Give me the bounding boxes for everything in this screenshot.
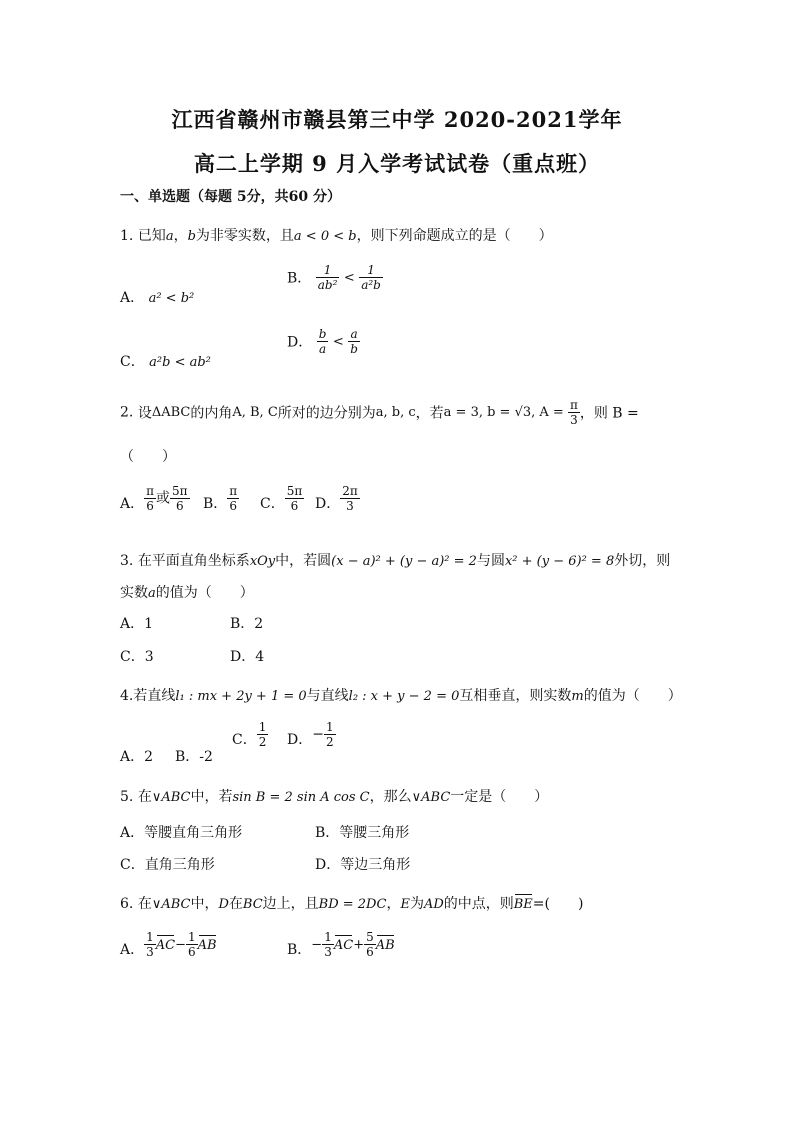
question-2-option-c: C． $\frac{5\pi}{6}$ — [260, 484, 303, 513]
question-4-option-d: D．− $\frac{1}{2}$ — [287, 720, 334, 749]
section-heading: 一、单选题（每题 5分，共60 分） — [120, 189, 341, 205]
question-6-option-b: B．− $\frac{1}{3}$ AC+ $\frac{5}{6}$ AB — [287, 930, 395, 959]
question-3-stem-cont: 实数a的值为（ ） — [120, 585, 254, 601]
exam-title-line1: 江西省赣州市赣县第三中学 2020-2021学年 — [171, 107, 623, 132]
question-1-option-a: A． a² < b² — [120, 290, 195, 306]
question-5-option-d: D．等边三角形 — [315, 857, 411, 873]
question-2-option-a: A． $\frac{\pi}{6}$ 或 $\frac{5\pi}{6}$ — [120, 484, 188, 513]
question-6-option-a: A． $\frac{1}{3}$ AC− $\frac{1}{6}$ AB — [120, 930, 217, 959]
question-3-option-d: D．4 — [230, 649, 265, 665]
question-3-option-c: C．3 — [120, 649, 154, 665]
question-6-stem: 6. 在∨ABC中，D在BC边上，且BD = 2DC，E为AD的中点，则BE=( ) — [120, 896, 584, 912]
question-5-option-a: A．等腰直角三角形 — [120, 825, 243, 841]
question-1-option-c: C． a²b < ab² — [120, 354, 211, 370]
question-1-option-b: B． $\frac{1}{\text{ab²}}$ < $\frac{1}{\text{a²b}}$ — [287, 263, 381, 292]
question-2-option-b: B． $\frac{\pi}{6}$ — [203, 484, 238, 513]
question-2-option-d: D． $\frac{2\pi}{3}$ — [315, 484, 358, 513]
question-3-option-a: A．1 — [120, 616, 154, 632]
question-5-stem: 5. 在∨ABC中，若sin B = 2 sin A cos C，那么∨ABC一定是（ ） — [120, 789, 549, 805]
question-4-stem: 4.若直线l₁ : mx + 2y + 1 = 0与直线l₂ : x + y − 2 = 0互相垂直，则实数m的值为（ ） — [120, 688, 682, 704]
exam-title-line2: 高二上学期 9 月入学考试试卷（重点班） — [193, 151, 601, 176]
question-2-stem-cont: （ ） — [120, 449, 176, 465]
question-4-option-b: B．-2 — [175, 749, 213, 765]
question-3-stem: 3. 在平面直角坐标系xOy中，若圆(x − a)² + (y − a)² = 2与圆x² + (y − 6)² = 8外切，则 — [120, 553, 671, 569]
question-1-stem: 1. 已知a，b为非零实数，且a < 0 < b，则下列命题成立的是（ ） — [120, 228, 553, 244]
question-5-option-c: C．直角三角形 — [120, 857, 215, 873]
question-5-option-b: B．等腰三角形 — [315, 825, 410, 841]
question-4-option-a: A．2 — [120, 749, 154, 765]
question-1-option-d: D． $\frac{b}{a}$ < $\frac{a}{b}$ — [287, 327, 358, 356]
question-2-stem: 2. 设ΔABC的内角A, B, C所对的边分别为a, b, c，若a = 3, b = √3, A = $\frac{\pi}{3}$ ，则 B = — [120, 398, 639, 427]
question-4-option-c: C． $\frac{1}{2}$ — [232, 720, 267, 749]
question-3-option-b: B．2 — [230, 616, 264, 632]
